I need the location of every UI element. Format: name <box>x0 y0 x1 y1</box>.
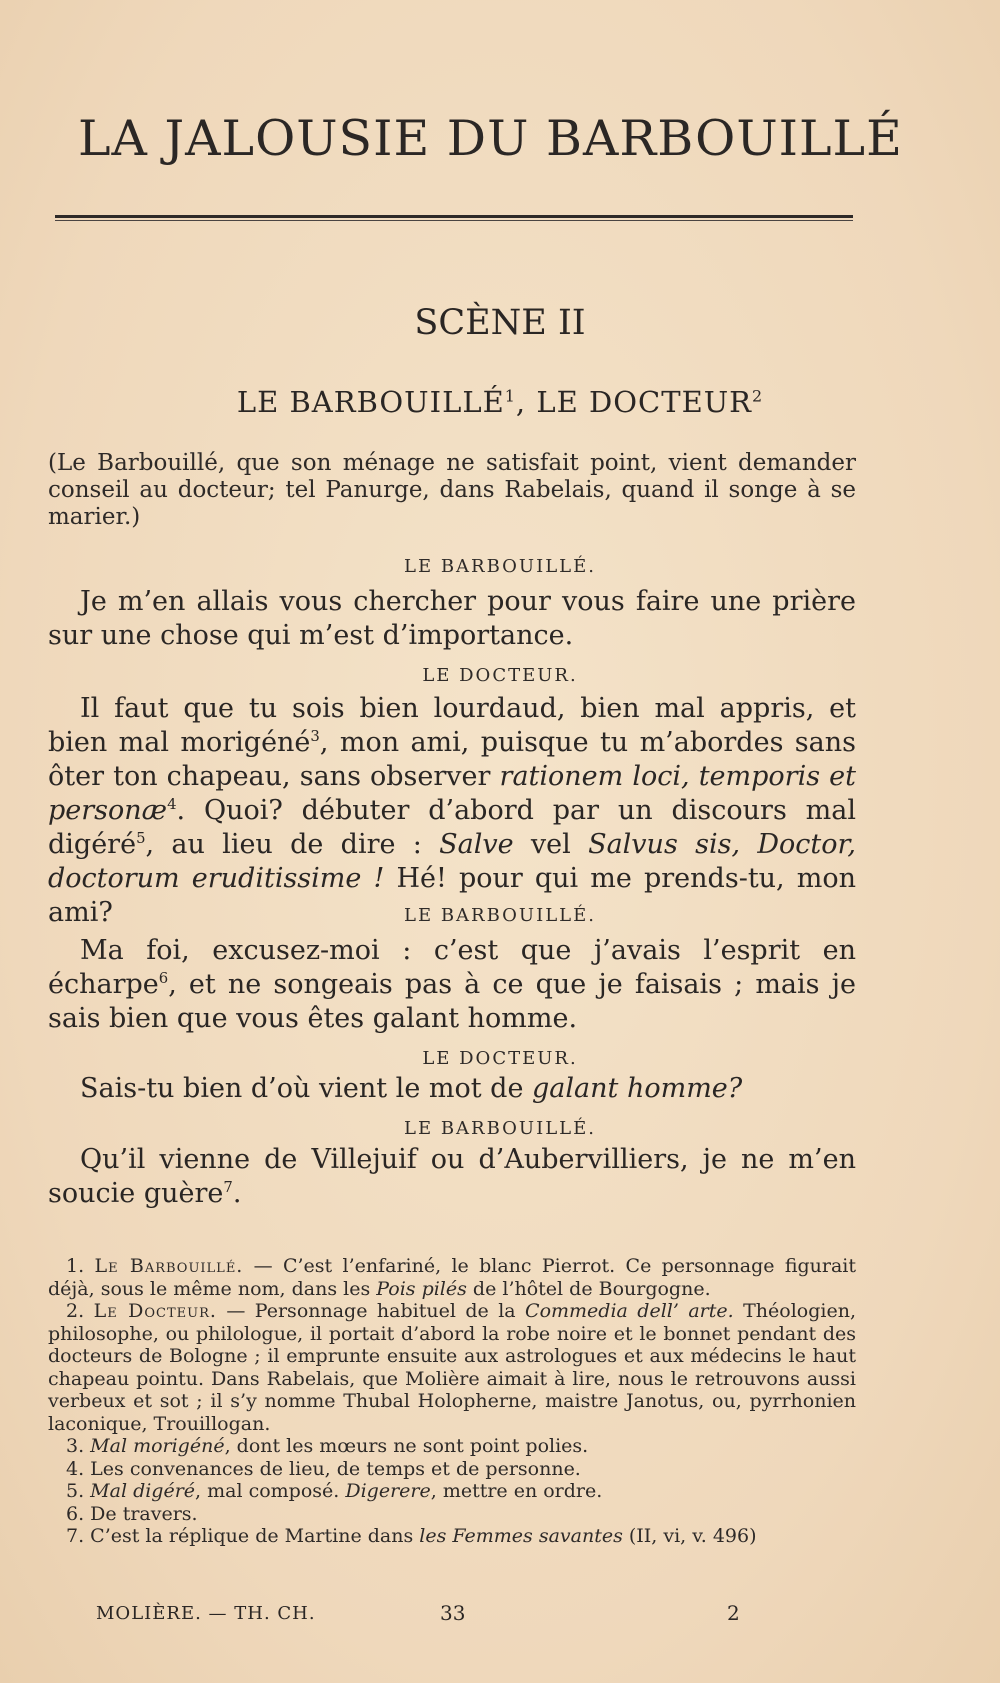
speaker-label: LE BARBOUILLÉ. <box>404 905 596 926</box>
footnote-label: Le Barbouillé. <box>94 1255 244 1277</box>
header-rule-thin <box>55 220 853 221</box>
text-run: — Personnage habituel de la <box>216 1300 526 1322</box>
italic-phrase: Mal digéré <box>90 1480 196 1502</box>
text-run: De travers. <box>90 1502 198 1525</box>
scene-title: SCÈNE II <box>414 303 586 343</box>
speech-text <box>48 934 856 1036</box>
text-run: Il faut que tu sois bien lourdaud, bien mal appris, et bien mal morigéné <box>48 693 856 758</box>
speech-block <box>48 585 856 653</box>
footnote-number: 4. <box>66 1457 91 1480</box>
italic-phrase: les Femmes savantes <box>419 1525 623 1547</box>
footnote-ref: 7 <box>223 1178 233 1196</box>
footnote-ref: 1 <box>504 386 516 406</box>
speaker-label: LE DOCTEUR. <box>422 665 578 686</box>
sheet-number: 2 <box>727 1601 740 1625</box>
footnote-3 <box>48 1435 856 1458</box>
speech-block <box>48 1072 856 1106</box>
text-run: , mal composé. <box>195 1480 346 1502</box>
italic-phrase: Pois pilés <box>376 1277 467 1300</box>
italic-phrase: galant homme? <box>532 1073 743 1104</box>
text-run: C’est la réplique de Martine dans <box>90 1525 420 1547</box>
character-name: LE BARBOUILLÉ <box>236 385 505 419</box>
footnote-7 <box>48 1525 856 1548</box>
text-run: , et ne songeais pas à ce que je faisais ; mais je sais bien que vous êtes galant homme. <box>48 969 856 1034</box>
footnote-number: 6. <box>66 1502 91 1525</box>
text-run: Qu’il vienne de Villejuif ou d’Aubervilliers, je ne m’en soucie guère <box>48 1144 856 1209</box>
speech-text <box>48 692 856 930</box>
speech-block <box>48 1143 856 1211</box>
text-run: . <box>232 1178 242 1209</box>
footnote-ref: 6 <box>158 969 169 987</box>
text-run: de l’hôtel de Bourgogne. <box>466 1277 711 1300</box>
text-run: . Quoi? débuter d’abord par un discours mal digéré <box>48 795 856 860</box>
text-run: , dont les mœurs ne sont point polies. <box>224 1435 589 1457</box>
speech-text <box>48 1072 856 1106</box>
footnote-number: 7. <box>66 1525 91 1547</box>
footnotes <box>48 1255 856 1548</box>
character-name: LE DOCTEUR <box>536 385 753 419</box>
italic-phrase: Digerere <box>345 1480 431 1502</box>
footnote-number: 5. <box>66 1480 91 1502</box>
footer-signature: MOLIÈRE. — TH. CH. <box>96 1603 316 1624</box>
latin-phrase: Salvus sis, Doctor, doctorum eruditissime ! <box>48 829 856 894</box>
footnote-2 <box>48 1300 856 1435</box>
footnote-ref: 4 <box>167 795 177 813</box>
footnote-ref: 3 <box>310 727 320 745</box>
text-run: Ma foi, excusez-moi : c’est que j’avais l’esprit en écharpe <box>48 935 856 1000</box>
text-run: — C’est l’enfariné, le blanc Pierrot. Ce personnage figurait déjà, sous le même nom, dans les <box>48 1255 857 1300</box>
footnote-number: 1. <box>66 1255 95 1277</box>
text-run: Hé! pour qui me prends-tu, mon ami? <box>48 863 856 928</box>
italic-phrase: Commedia dell’ arte. <box>525 1300 734 1322</box>
header-rule <box>55 215 853 218</box>
speaker-label: LE BARBOUILLÉ. <box>404 1118 596 1139</box>
text-run: Les convenances de lieu, de temps et de personne. <box>90 1457 581 1480</box>
character-list <box>0 385 1000 419</box>
stage-direction: (Le Barbouillé, que son ménage ne satisfait point, vient demander conseil au docteur; tel Panurge, dans Rabelais, quand il songe à se marier.) <box>48 450 856 530</box>
footnote-6 <box>48 1503 856 1526</box>
speech-text: Je m’en allais vous chercher pour vous faire une prière sur une chose qui m’est d’importance. <box>48 586 856 651</box>
footnote-label: Le Docteur. <box>93 1300 217 1322</box>
italic-phrase: Mal morigéné <box>90 1435 225 1457</box>
text-run: Théologien, philosophe, ou philologue, il portait d’abord la robe noire et le bonnet pendant des docteurs de Bologne ; il emprunte ensuite aux astrologues et aux médecins le haut chapeau pointu. Dans Rabelais, que Molière aimait à lire, nous le retrouvons aussi verbeux et sot ; il s’y nomme Thubal Holopherne, maistre Janotus, ou, pyrrhonien laconique, Trouillogan. <box>48 1300 856 1435</box>
footnote-number: 2. <box>66 1300 94 1322</box>
text-run: (II, vi, v. 496) <box>622 1525 757 1547</box>
latin-phrase: rationem loci, temporis et personæ <box>48 761 856 826</box>
latin-phrase: Salve <box>439 829 514 860</box>
text-run: , mettre en ordre. <box>430 1480 603 1502</box>
footnote-ref: 5 <box>136 829 146 847</box>
footnote-ref: 2 <box>752 386 764 406</box>
footnote-number: 3. <box>66 1435 91 1457</box>
footnote-4 <box>48 1458 856 1481</box>
speech-block <box>48 692 856 930</box>
speaker-label: LE DOCTEUR. <box>422 1048 578 1069</box>
text-run: , au lieu de dire : <box>145 829 440 860</box>
text-run: Sais-tu bien d’où vient le mot de <box>80 1073 533 1104</box>
speech-block <box>48 934 856 1036</box>
separator: , <box>515 385 537 419</box>
text-run: vel <box>513 829 589 860</box>
page-number: 33 <box>440 1601 466 1625</box>
running-title: LA JALOUSIE DU BARBOUILLÉ <box>78 110 903 167</box>
footnote-5 <box>48 1480 856 1503</box>
footnote-1 <box>48 1255 856 1300</box>
text-run: , mon ami, puisque tu m’abordes sans ôter ton chapeau, sans observer <box>48 727 856 792</box>
speech-text <box>48 1143 856 1211</box>
speaker-label: LE BARBOUILLÉ. <box>404 556 596 577</box>
